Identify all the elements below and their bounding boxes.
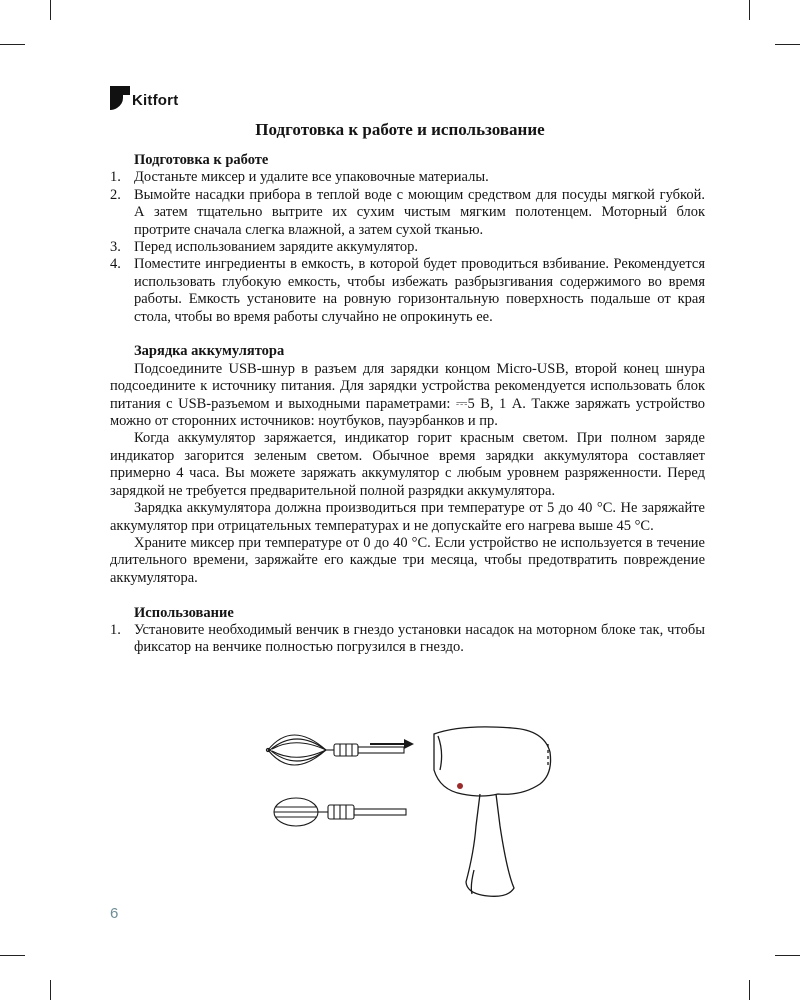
document-body [110, 152, 705, 657]
section-heading-charging: Зарядка аккумулятора [134, 343, 285, 360]
brand-name: Kitfort [132, 92, 179, 109]
list-item: 4. Поместите ингредиенты в емкость, в которой будет проводиться взбивание. Рекомендуется использовать глубокую емкость, чтобы избежать разбрызгивания содержимого во время работы. Емкость установите на ровную горизонтальную поверхность подальше от края стола, чтобы во время работы случайно не опрокинуть ее. [110, 256, 705, 325]
list-item: 1. Установите необходимый венчик в гнездо установки насадок на моторном блоке так, чтобы фиксатор на венчике полностью погрузился в гнездо. [110, 621, 705, 656]
crop-mark-bottom-right [749, 980, 750, 1000]
list-item: 1. Достаньте миксер и удалите все упаковочные материалы. [110, 169, 489, 186]
paragraph: Подсоедините USB-шнур в разъем для зарядки концом Micro-USB, второй конец шнура подсоедините к источнику питания. Для зарядки устройства рекомендуется использовать блок питания с USB-разъемом и выходными параметрами: ⎓5 В, 1 А. Также заряжать устройство можно от сторонних источников: ноутбуков, пауэрбанков и пр. [110, 360, 705, 430]
page-title: Подготовка к работе и использование [255, 120, 545, 139]
motor-block-icon [434, 727, 551, 896]
paragraph: Зарядка аккумулятора должна производиться при температуре от 5 до 40 °С. Не заряжайте аккумулятор при отрицательных температурах и не допускайте его нагрева выше 45 °С. [110, 500, 705, 534]
crop-mark-right-top [775, 44, 800, 45]
charge-indicator-icon [457, 783, 463, 789]
kitfort-logo-mark-icon [110, 86, 130, 110]
paragraph: Храните миксер при температуре от 0 до 40 °С. Если устройство не используется в течение длительного времени, заряжайте его каждые три месяца, чтобы предотвратить повреждение аккумулятора. [110, 534, 705, 586]
crop-mark-right-bottom [775, 955, 800, 956]
crop-mark-top-left [50, 0, 51, 20]
list-item: 2. Вымойте насадки прибора в теплой воде с моющим средством для посуды мягкой губкой. А затем тщательно вытрите их сухим чистым мягким полотенцем. Моторный блок протрите сначала слегка влажной, а затем сухой тканью. [110, 186, 705, 238]
preparation-list [110, 169, 705, 326]
crop-mark-bottom-left [50, 980, 51, 1000]
flat-whisk-icon [274, 798, 406, 826]
balloon-whisk-icon [266, 735, 404, 765]
usage-list [110, 622, 705, 657]
page-number: 6 [110, 905, 119, 922]
crop-mark-left-top [0, 44, 25, 45]
crop-mark-left-bottom [0, 955, 25, 956]
brand-logo [110, 86, 178, 110]
section-heading-usage: Использование [134, 604, 234, 621]
list-item: 3. Перед использованием зарядите аккумулятор. [110, 239, 418, 256]
crop-mark-top-right [749, 0, 750, 20]
paragraph: Когда аккумулятор заряжается, индикатор горит красным светом. При полном заряде индикатор загорится зеленым светом. Обычное время зарядки аккумулятора составляет примерно 4 часа. Вы можете заряжать аккумулятор с любым уровнем разряженности. Перед зарядкой не требуется предварительной полной разрядки аккумулятора. [110, 430, 705, 499]
section-heading-preparation: Подготовка к работе [134, 152, 269, 168]
mixer-attachment-illustration [262, 722, 562, 907]
